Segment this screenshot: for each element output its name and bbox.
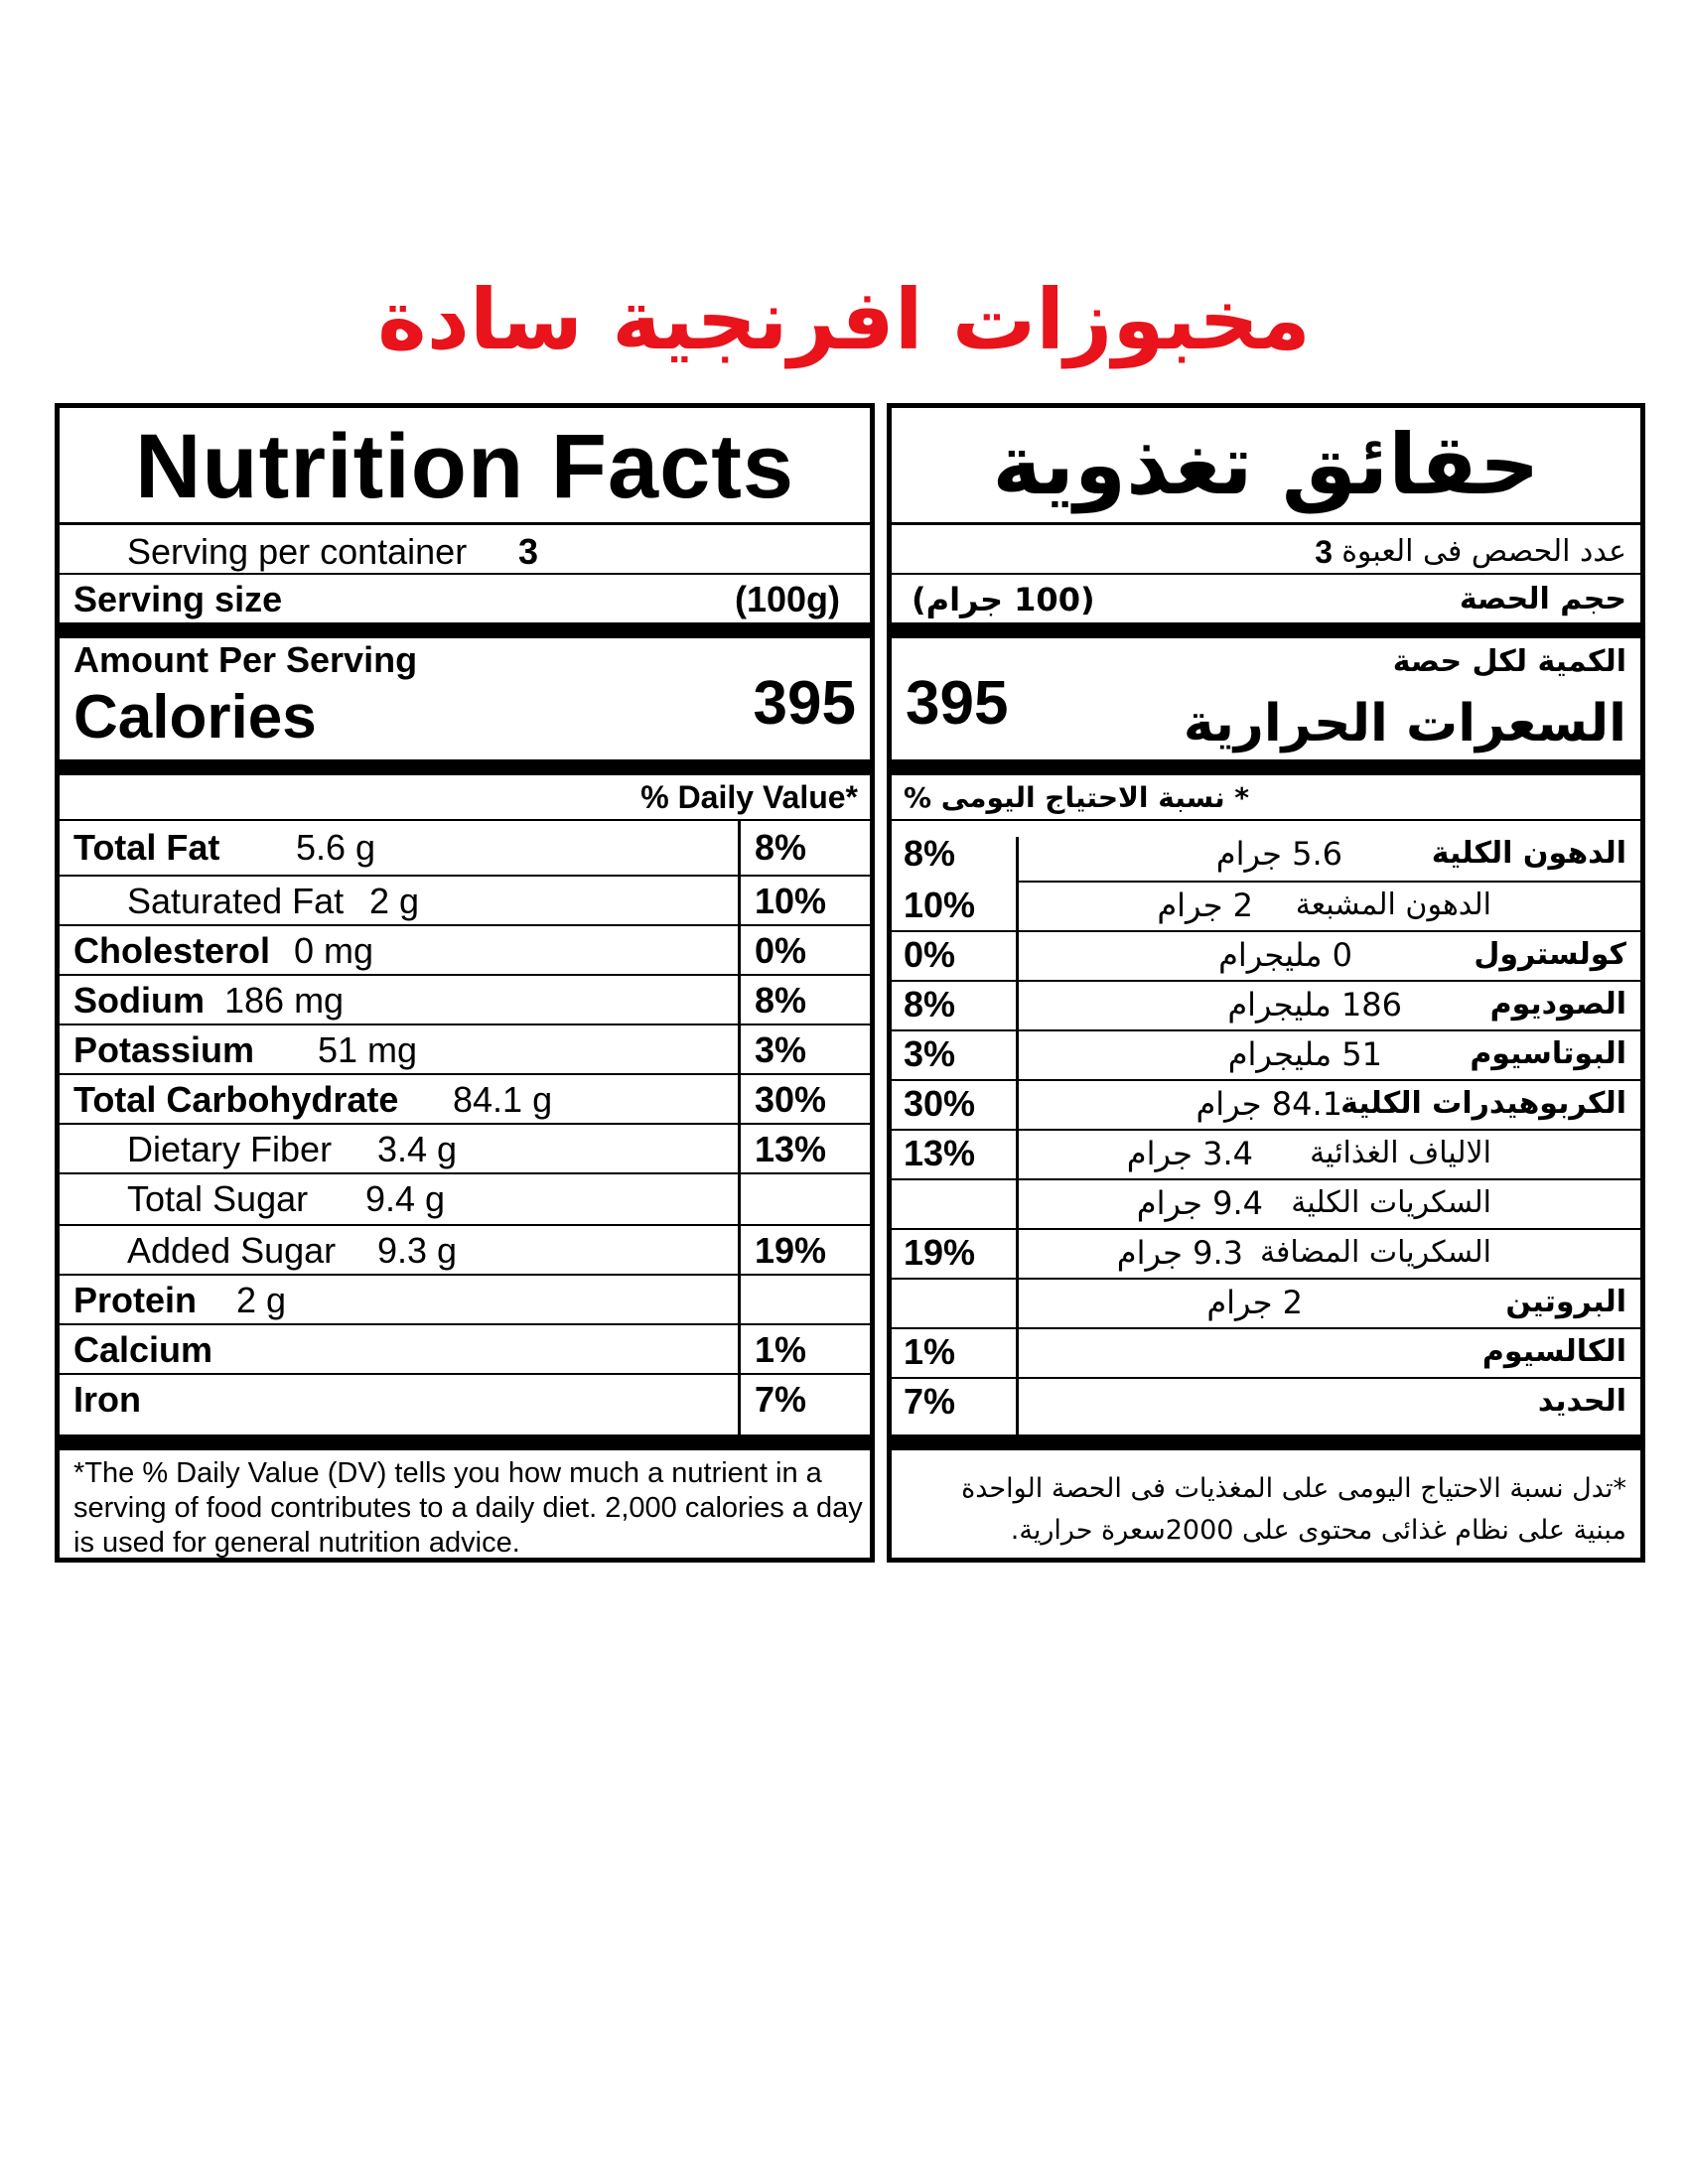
nutrient-name: الحديد <box>1537 1384 1626 1419</box>
nutrient-dv: 8% <box>904 833 956 874</box>
nutrient-dv: 19% <box>904 1232 976 1273</box>
nutrient-dv: 13% <box>904 1133 976 1173</box>
serving-size-label: Serving size <box>73 579 283 619</box>
footnote: *تدل نسبة الاحتياج اليومى على المغذيات فى الحصة الواحدة مبنية على نظام غذائى محتوى على 2000سعرة حرارية. <box>961 1473 1626 1546</box>
nutrient-name: البوتاسيوم <box>1470 1036 1626 1071</box>
nutrient-amount: 9.3 جرام <box>1116 1234 1243 1272</box>
amount-per-serving-label: الكمية لكل حصة <box>1392 644 1626 679</box>
nutrient-amount: 2 g <box>236 1280 287 1320</box>
nutrient-name: Total Fat <box>73 827 220 868</box>
thick-divider <box>892 622 1640 638</box>
servings-label: عدد الحصص فى العبوة <box>1341 534 1626 569</box>
nutrient-dv: 7% <box>904 1381 956 1422</box>
nutrient-amount: 186 mg <box>224 980 345 1021</box>
nutrient-name: الصوديوم <box>1489 987 1626 1022</box>
nutrient-amount: 9.4 g <box>365 1178 446 1219</box>
thick-divider <box>892 759 1640 775</box>
divider <box>892 1129 1640 1131</box>
divider <box>892 522 1640 525</box>
nutrient-amount: 5.6 جرام <box>1215 835 1342 873</box>
divider <box>60 522 870 525</box>
nutrient-amount: 51 مليجرام <box>1227 1035 1382 1073</box>
footnote: *The % Daily Value (DV) tells you how much a nutrient in a serving of food contributes to a daily diet. 2,000 calories a day is used for general nutrition advice. <box>73 1457 863 1559</box>
nutrient-amount: 84.1 جرام <box>1196 1085 1342 1123</box>
nutrition-facts-panel-arabic <box>887 403 1645 1563</box>
nutrient-amount: 2 g <box>369 881 420 921</box>
nutrient-amount: 2 جرام <box>1206 1284 1303 1321</box>
amount-per-serving-label: Amount Per Serving <box>73 639 418 680</box>
nutrient-amount: 0 mg <box>294 930 374 971</box>
nutrient-amount: 9.4 جرام <box>1136 1184 1263 1222</box>
nutrient-amount: 3.4 جرام <box>1126 1135 1253 1172</box>
nutrient-name: Dietary Fiber <box>127 1129 333 1169</box>
nutrient-name: الدهون الكلية <box>1431 836 1626 871</box>
divider <box>60 1373 870 1375</box>
calories-value: 395 <box>753 669 856 738</box>
panel-title: حقائق تغذوية <box>992 416 1540 513</box>
daily-value-header: % Daily Value* <box>640 779 858 815</box>
divider <box>60 819 870 821</box>
nutrient-dv: 30% <box>904 1083 976 1124</box>
nutrient-dv: 7% <box>755 1379 807 1420</box>
nutrient-dv: 8% <box>904 984 956 1024</box>
product-title: مخبوزات افرنجية سادة <box>377 271 1311 368</box>
thick-divider <box>892 1434 1640 1450</box>
nutrient-dv: 10% <box>755 881 827 921</box>
nutrient-dv: 13% <box>755 1129 827 1169</box>
servings-value: 3 <box>518 531 539 572</box>
divider <box>892 1377 1640 1379</box>
nutrient-name: Total Sugar <box>127 1178 309 1219</box>
servings-value: 3 <box>1315 534 1333 570</box>
nutrient-name: Iron <box>73 1379 141 1420</box>
nutrient-amount: 3.4 g <box>377 1129 458 1169</box>
nutrient-name: Saturated Fat <box>127 881 345 921</box>
serving-size-label: حجم الحصة <box>1459 582 1626 616</box>
nutrient-name: السكريات المضافة <box>1259 1235 1491 1270</box>
panel-title: Nutrition Facts <box>134 416 795 517</box>
nutrient-amount: 2 جرام <box>1157 887 1253 924</box>
nutrient-dv: 3% <box>755 1029 807 1070</box>
nutrient-amount: 0 مليجرام <box>1218 936 1352 974</box>
nutrient-name: Cholesterol <box>73 930 271 971</box>
nutrient-amount: 84.1 g <box>453 1079 553 1120</box>
column-divider <box>1016 837 1019 1434</box>
nutrient-amount: 186 مليجرام <box>1227 986 1402 1024</box>
nutrient-dv: 0% <box>755 930 807 971</box>
thick-divider <box>60 1434 870 1450</box>
nutrient-name: كولسترول <box>1474 937 1626 972</box>
nutrient-name: البروتين <box>1505 1285 1626 1319</box>
nutrient-amount: 51 mg <box>318 1029 418 1070</box>
nutrient-name: الدهون المشبعة <box>1295 887 1491 922</box>
nutrient-name: الكالسيوم <box>1481 1334 1626 1369</box>
nutrition-facts-panel-english <box>55 403 875 1563</box>
nutrient-name: Sodium <box>73 980 205 1021</box>
nutrient-dv: 10% <box>904 885 976 925</box>
column-divider <box>738 821 741 1450</box>
serving-size-value: (100 جرام) <box>912 581 1095 618</box>
nutrient-name: Calcium <box>73 1329 213 1370</box>
calories-value: 395 <box>906 669 1009 738</box>
divider <box>892 1178 1640 1180</box>
nutrient-name: Added Sugar <box>127 1230 337 1271</box>
thick-divider <box>60 759 870 775</box>
nutrient-dv: 0% <box>904 934 956 975</box>
nutrient-amount: 9.3 g <box>377 1230 458 1271</box>
nutrient-dv: 1% <box>904 1331 956 1372</box>
nutrient-dv: 1% <box>755 1329 807 1370</box>
divider <box>892 819 1640 821</box>
nutrient-name: Protein <box>73 1280 198 1320</box>
nutrient-dv: 8% <box>755 980 807 1021</box>
nutrient-dv: 19% <box>755 1230 827 1271</box>
daily-value-header: * نسبة الاحتياج اليومى % <box>904 781 1250 814</box>
nutrient-name: Potassium <box>73 1029 255 1070</box>
servings-label: Serving per container <box>127 531 468 572</box>
nutrient-amount: 5.6 g <box>296 827 376 868</box>
nutrient-dv: 30% <box>755 1079 827 1120</box>
nutrient-name: السكريات الكلية <box>1291 1185 1491 1220</box>
nutrient-dv: 8% <box>755 827 807 868</box>
calories-label: السعرات الحرارية <box>1183 694 1626 753</box>
nutrient-name: الكربوهيدرات الكلية <box>1340 1086 1626 1121</box>
nutrient-name: Total Carbohydrate <box>73 1079 399 1120</box>
calories-label: Calories <box>73 683 317 751</box>
nutrient-dv: 3% <box>904 1033 956 1074</box>
serving-size-value: (100g) <box>734 579 840 619</box>
nutrient-name: الالياف الغذائية <box>1310 1136 1491 1170</box>
